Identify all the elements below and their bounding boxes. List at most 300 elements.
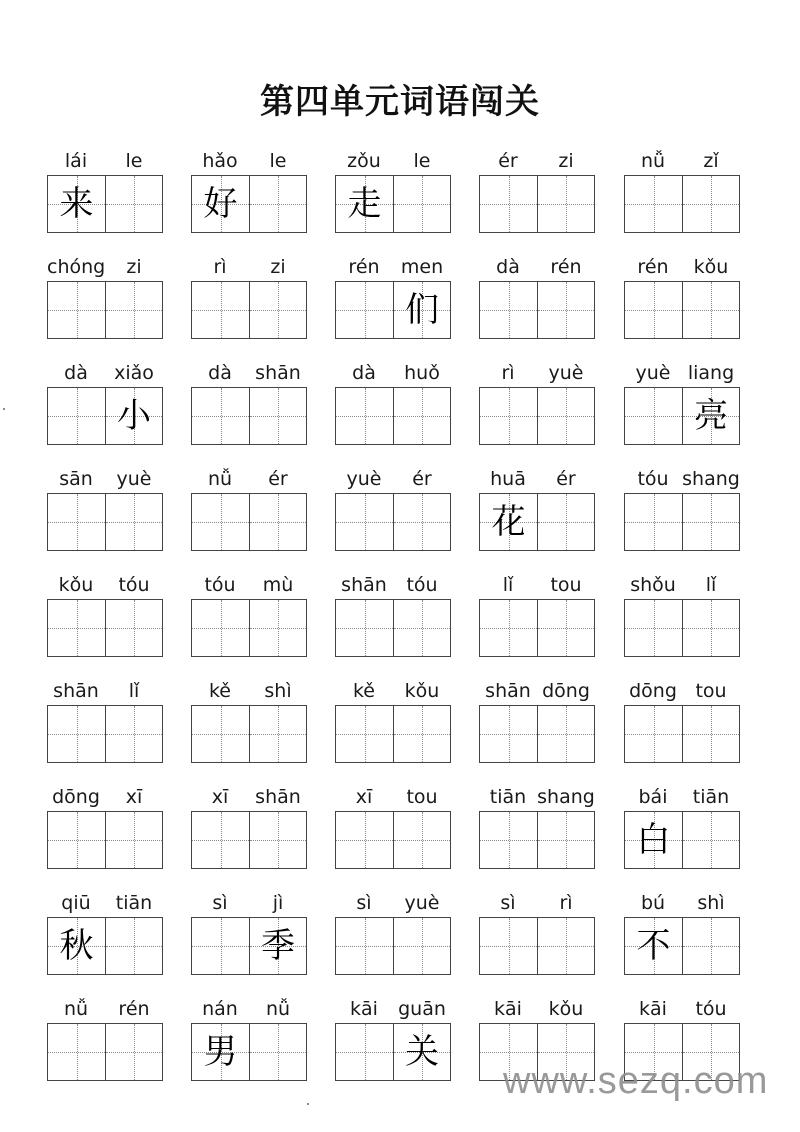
writing-cell[interactable] xyxy=(393,706,450,762)
word-item xyxy=(47,670,163,776)
pinyin-label xyxy=(335,356,451,384)
pinyin-label xyxy=(479,992,595,1020)
pinyin-syllable: lǐ xyxy=(705,574,717,596)
pinyin-label xyxy=(47,462,163,490)
tianzige-box xyxy=(47,599,163,657)
word-item xyxy=(479,564,595,670)
pinyin-syllable: tou xyxy=(550,574,582,596)
tianzige-box xyxy=(624,493,740,551)
given-character: 们 xyxy=(405,290,439,330)
writing-cell[interactable] xyxy=(192,388,249,444)
tianzige-box xyxy=(479,281,595,339)
word-item xyxy=(624,670,740,776)
writing-cell[interactable] xyxy=(682,282,739,338)
pinyin-syllable: nǚ xyxy=(265,998,291,1020)
given-character: 亮 xyxy=(694,396,728,436)
pinyin-syllable: dà xyxy=(496,256,520,278)
pinyin-syllable: zǒu xyxy=(347,150,381,172)
pinyin-syllable: huǒ xyxy=(404,362,440,384)
tianzige-box xyxy=(624,387,740,445)
writing-cell[interactable] xyxy=(105,812,162,868)
writing-cell[interactable] xyxy=(249,282,306,338)
word-item xyxy=(47,352,163,458)
tianzige-box xyxy=(479,493,595,551)
pinyin-label xyxy=(47,674,163,702)
writing-cell[interactable] xyxy=(625,388,682,444)
writing-cell[interactable] xyxy=(393,494,450,550)
writing-cell[interactable] xyxy=(625,494,682,550)
pinyin-syllable: nán xyxy=(202,998,238,1020)
tianzige-box xyxy=(47,811,163,869)
given-character: 秋 xyxy=(59,926,94,966)
writing-cell[interactable] xyxy=(393,600,450,656)
pinyin-syllable: le xyxy=(125,150,143,172)
writing-cell[interactable] xyxy=(48,388,105,444)
writing-cell[interactable] xyxy=(480,706,537,762)
pinyin-label xyxy=(191,674,307,702)
word-item xyxy=(624,246,740,352)
tianzige-box xyxy=(479,811,595,869)
pinyin-label xyxy=(335,780,451,808)
pinyin-syllable: chóng xyxy=(47,256,106,278)
page-title: 第四单元词语闯关 xyxy=(260,82,540,122)
tianzige-box xyxy=(479,387,595,445)
tianzige-box xyxy=(335,493,451,551)
pinyin-syllable: tiān xyxy=(489,786,527,808)
given-character: 来 xyxy=(59,184,94,224)
pinyin-syllable: rén xyxy=(550,256,582,278)
writing-cell[interactable] xyxy=(625,176,682,232)
tianzige-box xyxy=(479,175,595,233)
writing-cell[interactable] xyxy=(682,706,739,762)
given-character: 好 xyxy=(203,184,238,224)
tianzige-box xyxy=(191,281,307,339)
writing-cell[interactable] xyxy=(249,812,306,868)
pinyin-syllable: shǒu xyxy=(630,574,676,596)
pinyin-syllable: rì xyxy=(213,256,227,278)
given-character: 季 xyxy=(261,926,295,966)
pinyin-label xyxy=(479,144,595,172)
writing-cell[interactable] xyxy=(480,600,537,656)
scan-speck xyxy=(307,1103,309,1105)
pinyin-syllable: tóu xyxy=(637,468,669,490)
tianzige-box xyxy=(479,917,595,975)
pinyin-label xyxy=(191,144,307,172)
pinyin-syllable: liang xyxy=(687,362,735,384)
tianzige-box xyxy=(335,599,451,657)
word-item xyxy=(479,246,595,352)
pinyin-label xyxy=(47,356,163,384)
pinyin-label xyxy=(335,992,451,1020)
pinyin-syllable: shì xyxy=(697,892,725,914)
pinyin-label xyxy=(479,780,595,808)
pinyin-syllable: yuè xyxy=(116,468,152,490)
given-character: 关 xyxy=(405,1032,439,1072)
tianzige-box xyxy=(335,917,451,975)
writing-cell[interactable] xyxy=(48,494,105,550)
writing-cell[interactable] xyxy=(393,388,450,444)
pinyin-label xyxy=(479,568,595,596)
pinyin-syllable: yuè xyxy=(635,362,671,384)
writing-cell[interactable] xyxy=(105,600,162,656)
pinyin-syllable: dōng xyxy=(629,680,677,702)
pinyin-syllable: dà xyxy=(352,362,376,384)
word-item xyxy=(47,988,163,1094)
pinyin-label xyxy=(191,886,307,914)
writing-cell[interactable] xyxy=(336,812,393,868)
writing-cell[interactable] xyxy=(480,282,537,338)
writing-cell[interactable] xyxy=(192,918,249,974)
writing-cell[interactable] xyxy=(393,176,450,232)
word-row xyxy=(47,246,767,352)
writing-cell[interactable] xyxy=(480,494,537,550)
pinyin-label xyxy=(335,144,451,172)
tianzige-box xyxy=(335,811,451,869)
tianzige-box xyxy=(624,281,740,339)
tianzige-box xyxy=(191,599,307,657)
pinyin-syllable: nǚ xyxy=(207,468,233,490)
writing-cell[interactable] xyxy=(105,1024,162,1080)
pinyin-syllable: rì xyxy=(501,362,515,384)
tianzige-box xyxy=(47,917,163,975)
given-character: 小 xyxy=(117,396,151,436)
word-item xyxy=(191,776,307,882)
writing-cell[interactable] xyxy=(480,388,537,444)
writing-cell[interactable] xyxy=(625,706,682,762)
given-character: 走 xyxy=(347,184,382,224)
word-item xyxy=(479,776,595,882)
pinyin-syllable: yuè xyxy=(404,892,440,914)
word-row xyxy=(47,882,767,988)
pinyin-syllable: tóu xyxy=(695,998,727,1020)
pinyin-label xyxy=(335,462,451,490)
writing-cell[interactable] xyxy=(480,176,537,232)
pinyin-syllable: shān xyxy=(485,680,531,702)
writing-cell[interactable] xyxy=(625,600,682,656)
word-item xyxy=(479,352,595,458)
tianzige-box xyxy=(335,1023,451,1081)
pinyin-syllable: kāi xyxy=(639,998,667,1020)
writing-cell[interactable] xyxy=(48,176,105,232)
pinyin-syllable: mù xyxy=(262,574,294,596)
writing-cell[interactable] xyxy=(480,918,537,974)
writing-cell[interactable] xyxy=(480,812,537,868)
pinyin-label xyxy=(624,144,740,172)
writing-cell[interactable] xyxy=(48,812,105,868)
tianzige-box xyxy=(191,175,307,233)
writing-cell[interactable] xyxy=(105,918,162,974)
pinyin-syllable: tiān xyxy=(115,892,153,914)
word-item xyxy=(624,458,740,564)
pinyin-syllable: le xyxy=(413,150,431,172)
tianzige-box xyxy=(191,493,307,551)
writing-cell[interactable] xyxy=(682,494,739,550)
pinyin-label xyxy=(335,886,451,914)
word-item xyxy=(47,246,163,352)
pinyin-label xyxy=(191,356,307,384)
pinyin-label xyxy=(191,462,307,490)
pinyin-label xyxy=(479,674,595,702)
word-item xyxy=(191,352,307,458)
pinyin-syllable: rén xyxy=(348,256,380,278)
word-item xyxy=(191,458,307,564)
writing-cell[interactable] xyxy=(625,812,682,868)
word-item xyxy=(335,776,451,882)
writing-cell[interactable] xyxy=(48,282,105,338)
pinyin-label xyxy=(47,886,163,914)
writing-cell[interactable] xyxy=(682,812,739,868)
given-character: 白 xyxy=(636,820,671,860)
word-item xyxy=(191,564,307,670)
tianzige-box xyxy=(335,281,451,339)
pinyin-syllable: rén xyxy=(637,256,669,278)
writing-cell[interactable] xyxy=(682,918,739,974)
pinyin-syllable: qiū xyxy=(61,892,91,914)
writing-cell[interactable] xyxy=(48,706,105,762)
pinyin-syllable: kǒu xyxy=(693,256,729,278)
writing-cell[interactable] xyxy=(249,918,306,974)
given-character: 男 xyxy=(203,1032,238,1072)
tianzige-box xyxy=(47,705,163,763)
pinyin-syllable: nǚ xyxy=(63,998,89,1020)
writing-cell[interactable] xyxy=(192,1024,249,1080)
pinyin-syllable: bái xyxy=(638,786,668,808)
pinyin-syllable: ér xyxy=(412,468,432,490)
writing-cell[interactable] xyxy=(192,706,249,762)
pinyin-syllable: shān xyxy=(255,786,301,808)
tianzige-box xyxy=(479,599,595,657)
tianzige-box xyxy=(479,705,595,763)
pinyin-syllable: yuè xyxy=(346,468,382,490)
pinyin-label xyxy=(624,886,740,914)
word-item xyxy=(479,670,595,776)
writing-cell[interactable] xyxy=(249,388,306,444)
pinyin-syllable: bú xyxy=(640,892,666,914)
pinyin-label xyxy=(335,674,451,702)
pinyin-syllable: kǒu xyxy=(548,998,584,1020)
writing-cell[interactable] xyxy=(48,600,105,656)
pinyin-label xyxy=(191,780,307,808)
writing-cell[interactable] xyxy=(537,388,594,444)
pinyin-syllable: zi xyxy=(126,256,142,278)
tianzige-box xyxy=(335,705,451,763)
pinyin-syllable: shān xyxy=(53,680,99,702)
writing-cell[interactable] xyxy=(393,282,450,338)
pinyin-syllable: shang xyxy=(537,786,595,808)
word-item xyxy=(335,246,451,352)
pinyin-label xyxy=(47,780,163,808)
watermark: www.sezq.com xyxy=(503,1060,769,1102)
writing-cell[interactable] xyxy=(537,176,594,232)
pinyin-syllable: lǐ xyxy=(502,574,514,596)
word-item xyxy=(47,458,163,564)
writing-cell[interactable] xyxy=(537,494,594,550)
writing-cell[interactable] xyxy=(336,600,393,656)
pinyin-label xyxy=(479,356,595,384)
pinyin-syllable: ér xyxy=(556,468,576,490)
pinyin-syllable: yuè xyxy=(548,362,584,384)
pinyin-syllable: sì xyxy=(500,892,516,914)
word-item xyxy=(47,564,163,670)
writing-cell[interactable] xyxy=(192,600,249,656)
writing-cell[interactable] xyxy=(249,600,306,656)
writing-cell[interactable] xyxy=(537,918,594,974)
pinyin-syllable: dōng xyxy=(542,680,590,702)
pinyin-label xyxy=(191,250,307,278)
writing-cell[interactable] xyxy=(249,176,306,232)
pinyin-syllable: rì xyxy=(559,892,573,914)
word-item xyxy=(47,140,163,246)
pinyin-syllable: shān xyxy=(255,362,301,384)
pinyin-syllable: sān xyxy=(59,468,93,490)
pinyin-label xyxy=(47,992,163,1020)
pinyin-syllable: xī xyxy=(125,786,143,808)
pinyin-label xyxy=(47,250,163,278)
word-item xyxy=(191,670,307,776)
pinyin-syllable: kāi xyxy=(350,998,378,1020)
tianzige-box xyxy=(191,705,307,763)
word-item xyxy=(624,140,740,246)
writing-cell[interactable] xyxy=(249,494,306,550)
tianzige-box xyxy=(47,175,163,233)
pinyin-syllable: guān xyxy=(398,998,446,1020)
pinyin-syllable: huā xyxy=(490,468,526,490)
tianzige-box xyxy=(624,917,740,975)
word-item xyxy=(191,140,307,246)
word-row xyxy=(47,140,767,246)
pinyin-syllable: tou xyxy=(406,786,438,808)
writing-cell[interactable] xyxy=(48,1024,105,1080)
pinyin-label xyxy=(624,568,740,596)
word-item xyxy=(335,988,451,1094)
pinyin-syllable: hǎo xyxy=(202,150,238,172)
word-item xyxy=(624,776,740,882)
pinyin-syllable: shang xyxy=(682,468,740,490)
writing-cell[interactable] xyxy=(393,1024,450,1080)
writing-cell[interactable] xyxy=(105,706,162,762)
word-row xyxy=(47,564,767,670)
writing-cell[interactable] xyxy=(48,918,105,974)
word-row xyxy=(47,670,767,776)
pinyin-syllable: nǚ xyxy=(640,150,666,172)
writing-cell[interactable] xyxy=(537,282,594,338)
writing-cell[interactable] xyxy=(537,812,594,868)
word-item xyxy=(479,882,595,988)
pinyin-syllable: shān xyxy=(341,574,387,596)
pinyin-syllable: dà xyxy=(64,362,88,384)
word-item xyxy=(624,564,740,670)
pinyin-syllable: kǒu xyxy=(404,680,440,702)
tianzige-box xyxy=(47,387,163,445)
pinyin-label xyxy=(191,992,307,1020)
writing-cell[interactable] xyxy=(192,282,249,338)
pinyin-syllable: ér xyxy=(268,468,288,490)
writing-cell[interactable] xyxy=(537,706,594,762)
pinyin-syllable: kǒu xyxy=(58,574,94,596)
pinyin-syllable: zi xyxy=(270,256,286,278)
tianzige-box xyxy=(47,281,163,339)
pinyin-syllable: lái xyxy=(64,150,88,172)
pinyin-syllable: kāi xyxy=(494,998,522,1020)
writing-cell[interactable] xyxy=(192,812,249,868)
tianzige-box xyxy=(191,917,307,975)
pinyin-syllable: kě xyxy=(208,680,231,702)
writing-cell[interactable] xyxy=(682,388,739,444)
writing-cell[interactable] xyxy=(625,282,682,338)
word-item xyxy=(335,352,451,458)
pinyin-syllable: sì xyxy=(212,892,228,914)
word-item xyxy=(335,564,451,670)
word-item xyxy=(479,458,595,564)
writing-cell[interactable] xyxy=(336,706,393,762)
pinyin-syllable: rén xyxy=(118,998,150,1020)
pinyin-syllable: zǐ xyxy=(703,150,719,172)
writing-cell[interactable] xyxy=(249,1024,306,1080)
writing-cell[interactable] xyxy=(105,388,162,444)
writing-cell[interactable] xyxy=(336,176,393,232)
word-item xyxy=(191,988,307,1094)
pinyin-syllable: kě xyxy=(352,680,375,702)
tianzige-box xyxy=(47,1023,163,1081)
writing-cell[interactable] xyxy=(336,494,393,550)
pinyin-syllable: tóu xyxy=(204,574,236,596)
writing-cell[interactable] xyxy=(192,176,249,232)
pinyin-syllable: ér xyxy=(498,150,518,172)
word-item xyxy=(191,882,307,988)
pinyin-syllable: shì xyxy=(264,680,292,702)
pinyin-label xyxy=(47,144,163,172)
writing-cell[interactable] xyxy=(249,706,306,762)
writing-cell[interactable] xyxy=(393,812,450,868)
given-character: 花 xyxy=(491,502,526,542)
writing-cell[interactable] xyxy=(537,600,594,656)
word-grid xyxy=(47,140,767,1094)
writing-cell[interactable] xyxy=(336,1024,393,1080)
tianzige-box xyxy=(335,387,451,445)
tianzige-box xyxy=(624,811,740,869)
pinyin-label xyxy=(624,674,740,702)
scan-speck xyxy=(3,408,5,410)
tianzige-box xyxy=(191,387,307,445)
pinyin-syllable: tóu xyxy=(118,574,150,596)
pinyin-syllable: le xyxy=(269,150,287,172)
writing-cell[interactable] xyxy=(393,918,450,974)
word-item xyxy=(47,776,163,882)
pinyin-syllable: dōng xyxy=(52,786,100,808)
pinyin-label xyxy=(624,780,740,808)
writing-cell[interactable] xyxy=(682,600,739,656)
word-row xyxy=(47,352,767,458)
writing-cell[interactable] xyxy=(625,918,682,974)
pinyin-label xyxy=(335,250,451,278)
writing-cell[interactable] xyxy=(336,388,393,444)
writing-cell[interactable] xyxy=(336,918,393,974)
word-item xyxy=(335,670,451,776)
writing-cell[interactable] xyxy=(192,494,249,550)
pinyin-label xyxy=(624,356,740,384)
pinyin-label xyxy=(624,250,740,278)
writing-cell[interactable] xyxy=(336,282,393,338)
tianzige-box xyxy=(335,175,451,233)
pinyin-label xyxy=(624,992,740,1020)
writing-cell[interactable] xyxy=(105,176,162,232)
pinyin-syllable: lǐ xyxy=(128,680,140,702)
word-item xyxy=(335,882,451,988)
writing-cell[interactable] xyxy=(105,494,162,550)
writing-cell[interactable] xyxy=(105,282,162,338)
word-item xyxy=(479,140,595,246)
writing-cell[interactable] xyxy=(682,176,739,232)
